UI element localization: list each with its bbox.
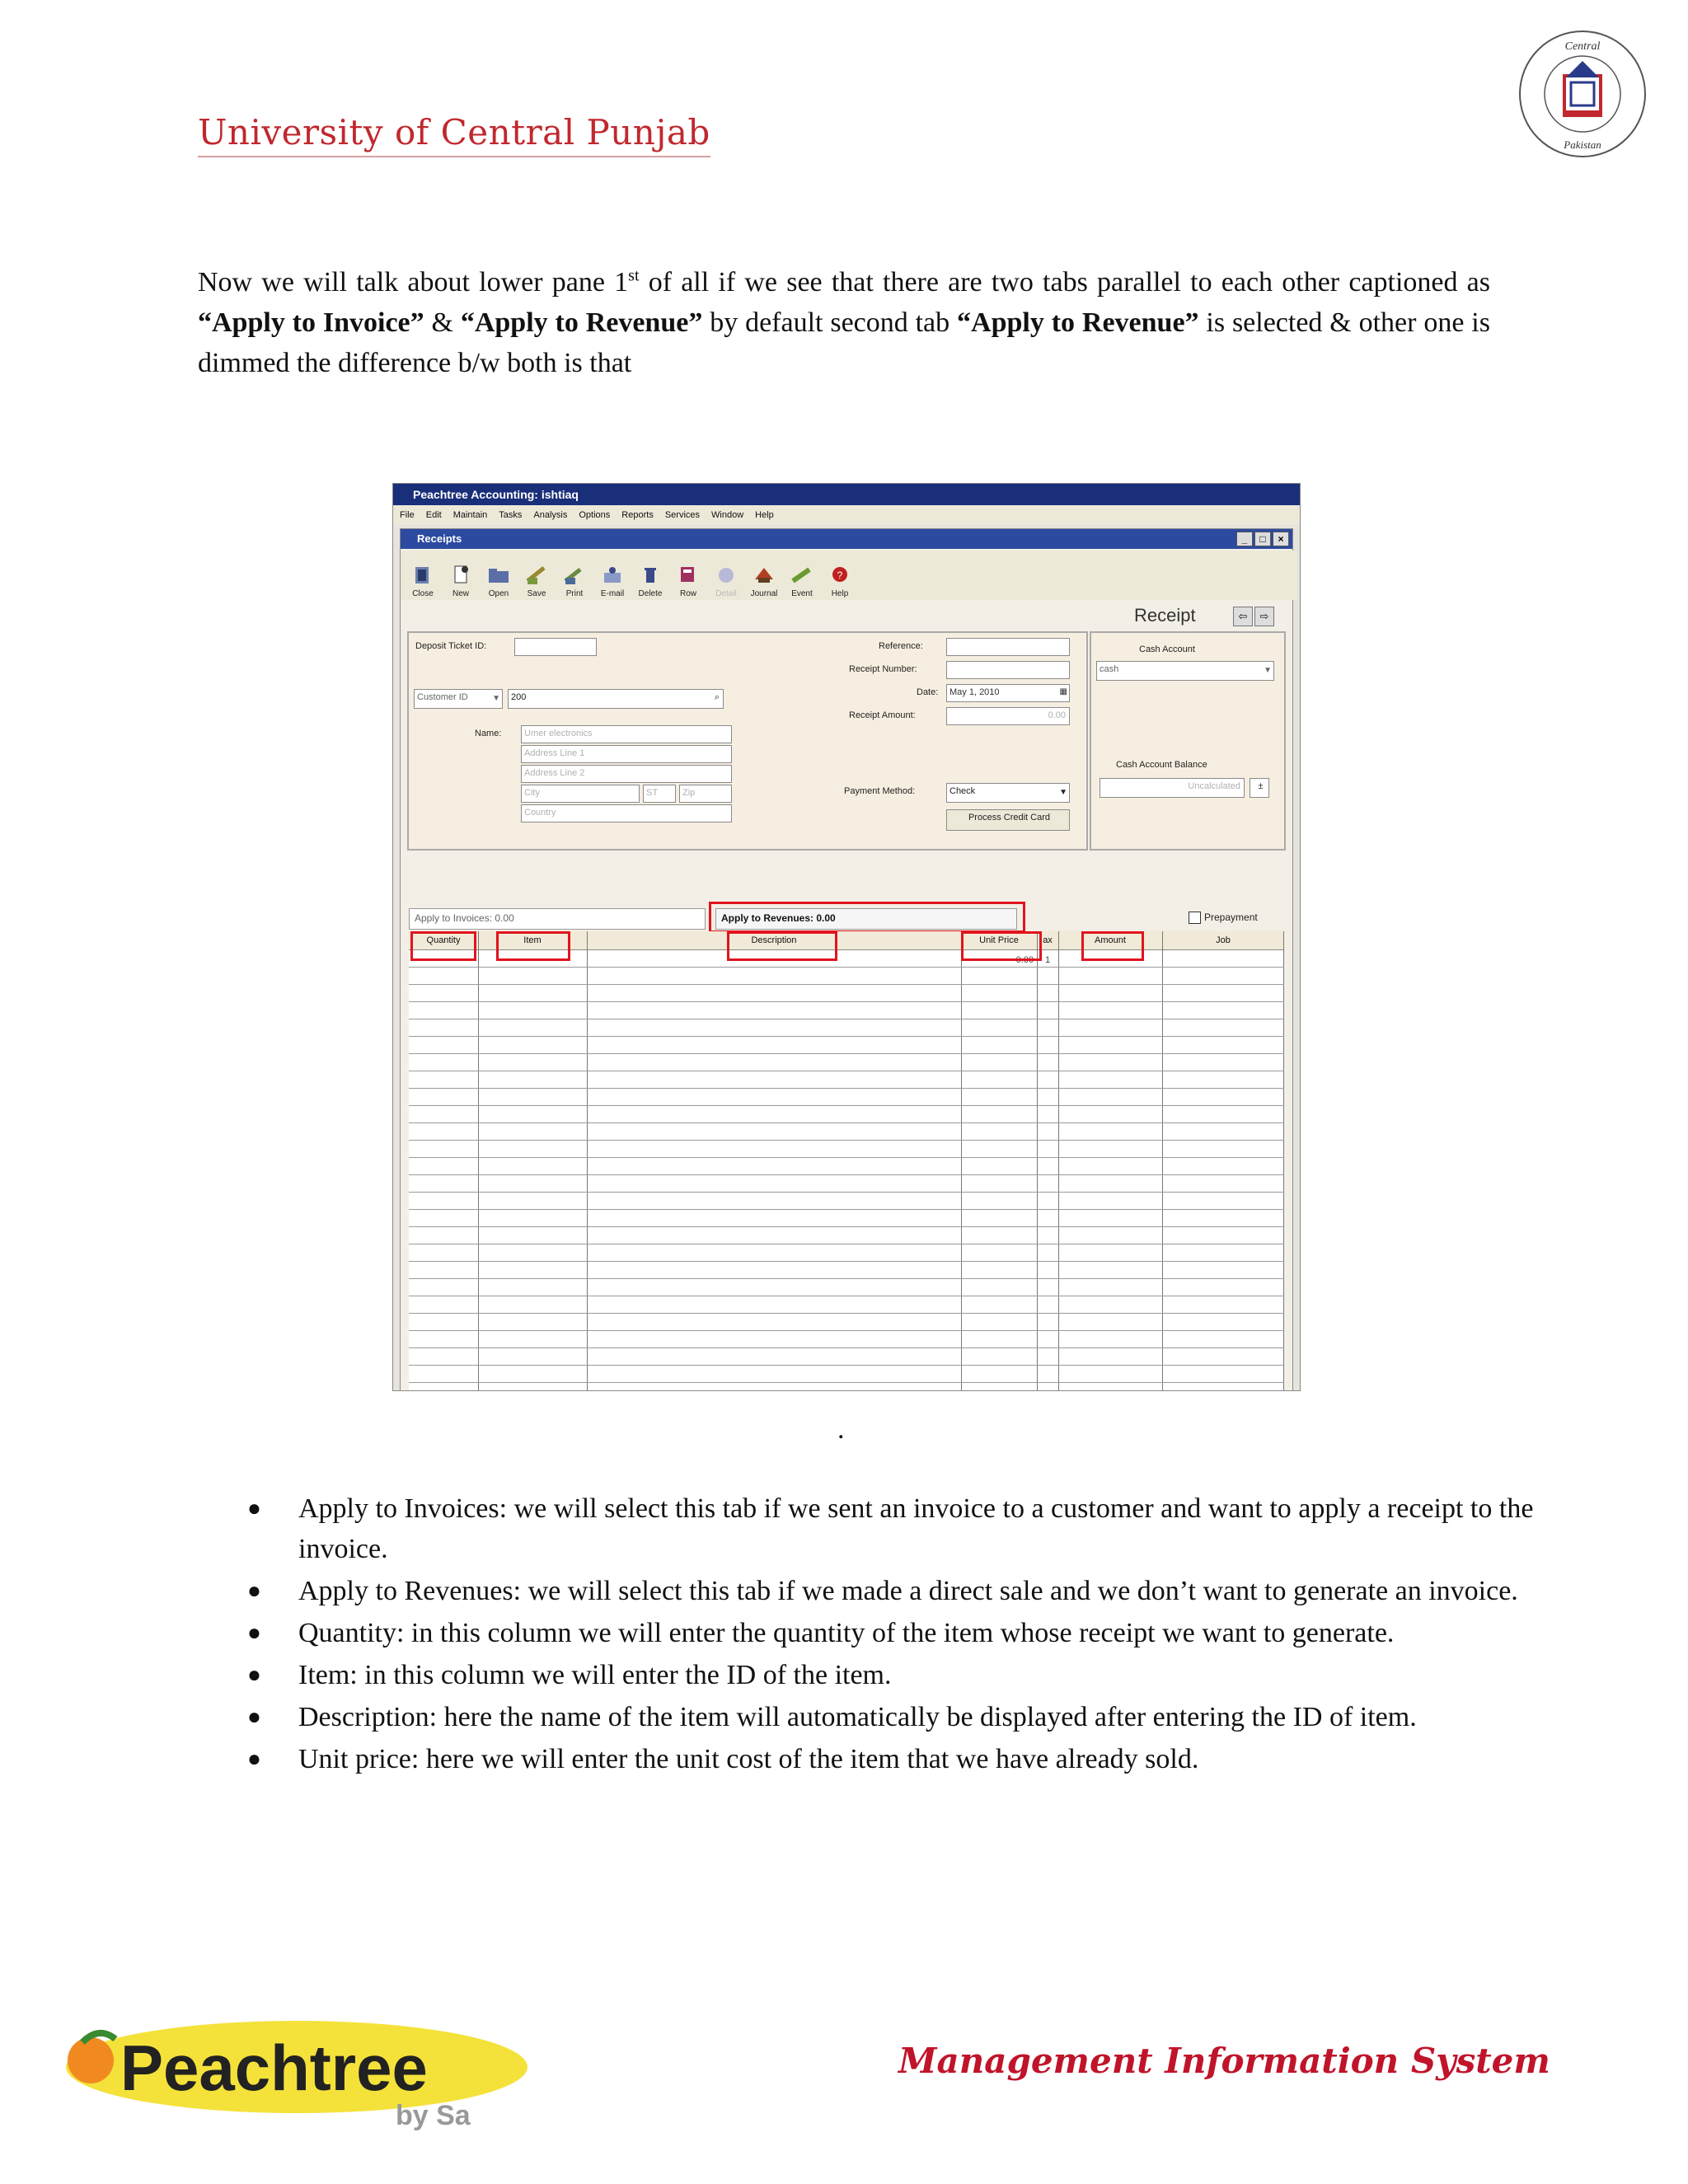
customer-panel [407,631,1088,851]
bullet-unit-price: ● Unit price: here we will enter the unit cost of the item that we have already sold. [298,1739,1551,1779]
event-button[interactable]: Event [785,551,819,598]
column-amount: Amount [1095,935,1126,945]
menu-window[interactable]: Window [711,510,744,520]
receipts-titlebar: Receipts _ □ × [401,529,1292,549]
university-title: University of Central Punjab [198,112,710,157]
menu-tasks[interactable]: Tasks [499,510,523,520]
new-button[interactable]: New [443,551,478,598]
highlight-description [727,931,837,961]
reference-input[interactable] [946,638,1070,656]
bullet-icon: ● [247,1578,261,1604]
bullet-icon: ● [247,1704,261,1730]
menu-analysis[interactable]: Analysis [533,510,568,520]
print-button[interactable]: Print [557,551,592,598]
cash-account-label: Cash Account [1139,644,1195,654]
table-row[interactable] [409,1382,1284,1383]
peachtree-logo-icon [49,2009,528,2174]
deposit-ticket-input[interactable] [514,638,597,656]
row1-unit-price[interactable]: 0.00 [1015,955,1034,965]
highlight-quantity [410,931,476,961]
table-row[interactable] [409,1140,1284,1141]
help-icon [828,565,852,586]
search-icon[interactable]: ⌕ [714,692,720,702]
payment-method-select[interactable]: Check ▼ [946,783,1070,803]
open-button[interactable]: Open [481,551,516,598]
highlight-unit-price [961,931,1042,961]
separator-dot: . [837,1414,845,1445]
column-divider [961,931,962,1391]
bullet-apply-invoices: ● Apply to Invoices: we will select this tab if we sent an invoice to a customer and want to apply a receipt to the invoice. [298,1488,1551,1569]
cash-balance-label: Cash Account Balance [1116,760,1207,770]
receipt-number-input[interactable] [946,661,1070,679]
row-icon [676,565,701,586]
checkbox-icon [1189,912,1201,924]
detail-button[interactable]: Detail [709,551,743,598]
bullet-icon: ● [247,1496,261,1521]
address-line2-input[interactable]: Address Line 2 [521,765,732,783]
app-titlebar: Peachtree Accounting: ishtiaq [393,484,1300,505]
menu-edit[interactable]: Edit [425,510,442,520]
highlight-item [496,931,570,961]
prepayment-checkbox[interactable]: Prepayment [1189,912,1258,924]
address-line1-input[interactable]: Address Line 1 [521,745,732,763]
column-divider [587,931,588,1391]
peachtree-receipt-screenshot [392,483,1301,1391]
save-button[interactable]: Save [519,551,554,598]
delete-icon [638,565,663,586]
deposit-ticket-label: Deposit Ticket ID: [415,641,487,651]
revenue-grid [409,931,1284,1391]
table-row[interactable] [409,1278,1284,1279]
save-icon [524,565,549,586]
column-divider [1058,931,1059,1391]
minimize-icon[interactable]: _ [1236,532,1253,546]
intro-paragraph: Now we will talk about lower pane 1st of all if we see that there are two tabs parallel to each other captioned as “Apply to Invoice” & “Apply to Revenue” by default second tab “Apply to Revenue” is selected & other one is dimmed the difference b/w both is that [198,266,1490,378]
table-row[interactable] [409,1330,1284,1331]
close-door-icon [410,565,435,586]
next-record-button[interactable]: ⇨ [1254,607,1274,626]
menu-file[interactable]: File [400,510,415,520]
detail-icon [714,565,738,586]
event-icon [790,565,814,586]
calendar-icon[interactable]: ▦ [1059,687,1067,696]
column-unit-price: Unit Price [979,935,1019,945]
maximize-icon[interactable]: □ [1254,532,1271,546]
bullet-list [247,1488,1551,1781]
column-divider [1283,931,1284,1391]
table-row[interactable] [409,1313,1284,1314]
column-quantity: Quantity [426,935,461,945]
table-row[interactable] [409,1157,1284,1158]
cash-balance-value: Uncalculated [1100,778,1245,798]
table-row[interactable] [409,984,1284,985]
table-row[interactable] [409,1261,1284,1262]
cash-account-select[interactable]: cash ▼ [1096,661,1274,681]
svg-text:Pakistan: Pakistan [1564,138,1601,151]
bullet-icon: ● [247,1620,261,1646]
chevron-down-icon: ▼ [492,694,500,703]
close-icon[interactable]: × [1273,532,1289,546]
table-row[interactable] [409,1053,1284,1054]
bullet-icon: ● [247,1662,261,1688]
receipt-amount-input[interactable]: 0.00 [946,707,1070,725]
customer-id-select[interactable]: Customer ID ▼ [414,689,503,709]
column-tax: ax [1043,935,1053,945]
menu-help[interactable]: Help [755,510,774,520]
print-icon [562,565,587,586]
column-divider [478,931,479,1391]
svg-text:Central: Central [1564,40,1601,53]
logo-wordmark: Peachtree [120,2032,428,2104]
column-job: Job [1216,935,1231,945]
row1-tax[interactable]: 1 [1044,955,1051,965]
row-button[interactable]: Row [671,551,706,598]
country-input[interactable]: Country [521,804,732,823]
receipts-toolbar [401,551,1297,600]
table-row[interactable] [409,1192,1284,1193]
highlight-revenues-tab [709,902,1025,933]
bullet-description: ● Description: here the name of the item will automatically be displayed after entering the ID of item. [298,1697,1551,1737]
app-menubar [393,505,1300,525]
highlight-amount [1081,931,1144,961]
table-row[interactable] [409,1001,1284,1002]
customer-id-input[interactable]: 200 ⌕ [508,689,724,709]
table-row[interactable] [409,967,1284,968]
city-input[interactable]: City [521,785,640,803]
date-input[interactable]: May 1, 2010 ▦ [946,684,1070,702]
name-input[interactable]: Umer electronics [521,725,732,743]
bullet-item: ● Item: in this column we will enter the ID of the item. [298,1655,1551,1695]
column-divider [1162,931,1163,1391]
menu-options[interactable]: Options [579,510,611,520]
journal-button[interactable]: Journal [747,551,781,598]
zip-input[interactable]: Zip [679,785,732,803]
cash-account-panel [1090,631,1286,851]
tab-apply-to-revenues[interactable]: Apply to Revenues: 0.00 [715,908,1017,930]
menu-services[interactable]: Services [664,510,701,520]
recalculate-icon[interactable]: ± [1250,778,1269,798]
tab-apply-to-invoices[interactable]: Apply to Invoices: 0.00 [409,908,706,930]
help-button[interactable]: ? Help [823,551,857,598]
open-folder-icon [486,565,511,586]
chevron-down-icon: ▼ [1059,788,1067,797]
receipt-amount-label: Receipt Amount: [849,710,916,720]
column-divider [1037,931,1038,1391]
table-row[interactable] [409,1036,1284,1037]
close-button[interactable]: Close [406,551,440,598]
table-row[interactable] [409,1347,1284,1348]
state-input[interactable]: ST [643,785,676,803]
chevron-down-icon: ▼ [1264,666,1272,675]
table-row[interactable] [409,1174,1284,1175]
date-label: Date: [917,687,939,697]
bullet-icon: ● [247,1746,261,1772]
delete-button[interactable]: Delete [633,551,668,598]
menu-maintain[interactable]: Maintain [452,510,488,520]
table-row[interactable] [409,1105,1284,1106]
table-row[interactable] [409,1088,1284,1089]
course-title: Management Information System [898,2041,1550,2081]
name-label: Name: [475,729,502,738]
menu-reports[interactable]: Reports [621,510,654,520]
logo-subtitle: by Sa [396,2100,471,2131]
university-seal-icon [1517,28,1648,160]
receipt-number-label: Receipt Number: [849,664,917,674]
receipt-heading: Receipt [1134,605,1196,626]
bullet-apply-revenues: ● Apply to Revenues: we will select this tab if we made a direct sale and we don’t want to generate an invoice. [298,1571,1551,1611]
column-description: Description [751,935,797,945]
journal-icon [752,565,776,586]
payment-method-label: Payment Method: [844,786,916,796]
table-row[interactable] [409,1365,1284,1366]
new-doc-icon [448,565,473,586]
table-row[interactable] [409,1226,1284,1227]
process-credit-card-button[interactable]: Process Credit Card [946,809,1070,831]
reference-label: Reference: [879,641,923,651]
bullet-quantity: ● Quantity: in this column we will enter the quantity of the item whose receipt we want to generate. [298,1613,1551,1653]
table-row[interactable] [409,1122,1284,1123]
svg-text:?: ? [837,569,843,581]
email-button[interactable]: E-mail [595,551,630,598]
receipts-window [400,528,1293,1391]
prev-record-button[interactable]: ⇦ [1233,607,1253,626]
table-row[interactable] [409,1209,1284,1210]
column-item: Item [523,935,542,945]
email-icon [600,565,625,586]
